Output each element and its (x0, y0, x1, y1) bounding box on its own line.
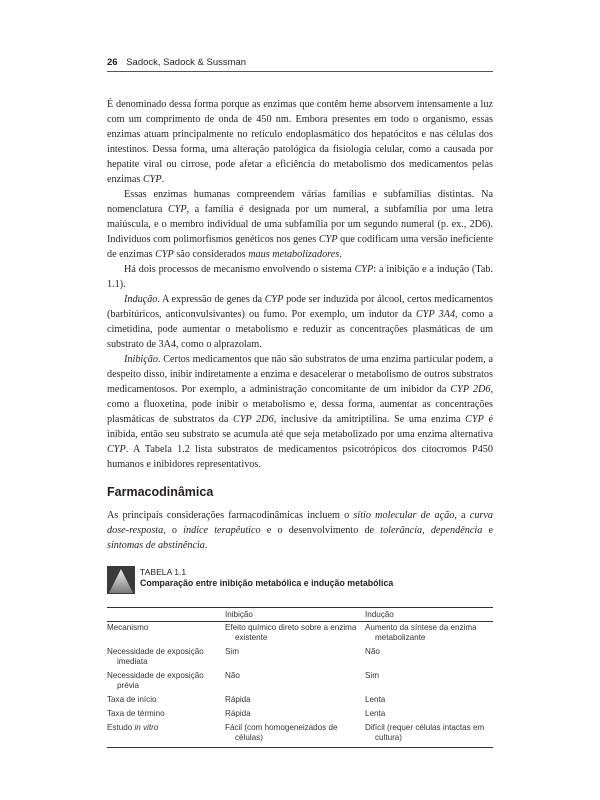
table-cell: Sim (225, 647, 239, 656)
table-row (107, 694, 493, 708)
column-header (107, 608, 225, 622)
table-cell: Rápida (225, 695, 251, 704)
table-row (107, 670, 493, 694)
table-cell: Efeito químico direto sobre a enzima existente (225, 623, 357, 642)
table-header-row (107, 608, 493, 622)
comparison-table (107, 607, 493, 748)
table-triangle-icon (107, 566, 135, 594)
table-row (107, 722, 493, 748)
table-cell: Difícil (requer células intactas em cultura) (365, 723, 485, 742)
table-cell: Sim (365, 671, 379, 680)
table-cell: Lenta (365, 709, 386, 718)
running-header (107, 57, 493, 68)
body-text (107, 97, 493, 472)
table-header (107, 566, 493, 596)
table-cell: Fácil (com homogeneizados de células) (225, 723, 338, 742)
paragraph: As principais considerações farmacodinâmicas incluem o sítio molecular de ação, a curva dose-resposta, o índice terapêutico e o desenvolvimento de tolerância, dependência e sintomas de abstinência. (107, 510, 493, 551)
table-cell: Aumento da síntese da enzima metabolizante (365, 623, 477, 642)
row-label: Necessidade de exposição prévia (107, 671, 204, 690)
column-header: Indução (365, 608, 493, 622)
table-cell: Não (225, 671, 240, 680)
header-rule (107, 71, 493, 72)
paragraph: Indução. A expressão de genes da CYP pode ser induzida por álcool, certos medicamentos (barbitúricos, anticonvulsivantes) ou fumo. Por exemplo, um indutor da CYP 3A4, como a cimetidina, pode aumentar o metabolismo e reduzir as concentrações plasmáticas de um substrato de 3A4, como o alprazolam. (107, 294, 493, 350)
row-label: Taxa de término (107, 709, 165, 718)
table-caption: Comparação entre inibição metabólica e indução metabólica (140, 578, 394, 588)
running-head-authors: Sadock, Sadock & Sussman (126, 57, 247, 68)
row-label: Necessidade de exposição imediata (107, 647, 204, 666)
row-label: Mecanismo (107, 623, 149, 632)
row-label: Estudo in vitro (107, 722, 225, 748)
paragraph: É denominado dessa forma porque as enzimas que contêm heme absorvem intensamente a luz com um comprimento de onda de 450 nm. Embora presentes em todo o organismo, essas enzimas atuam principalmente no retículo endoplasmático dos hepatócitos e nas células dos intestinos. Dessa forma, uma alteração patológica da fisiologia celular, como a causada por hepatite viral ou cirrose, pode afetar a eficiência do metabolismo dos medicamentos pelas enzimas CYP. (107, 99, 493, 185)
table-row (107, 708, 493, 722)
column-header: Inibição (225, 608, 365, 622)
table-cell: Lenta (365, 695, 386, 704)
table-label: TABELA 1.1 (140, 567, 187, 577)
paragraph: Essas enzimas humanas compreendem várias famílias e subfamílias distintas. Na nomenclatura CYP, a família é designada por um numeral, a subfamília por uma letra maiúscula, e o membro individual de uma subfamília por um segundo numeral (p. ex., 2D6). Indivíduos com polimorfismos genéticos nos genes CYP que codificam uma versão ineficiente de enzimas CYP são considerados maus metabolizadores. (107, 189, 493, 260)
paragraph: Há dois processos de mecanismo envolvendo o sistema CYP: a inibição e a indução (Tab. 1.1). (107, 264, 493, 290)
page-number: 26 (107, 57, 118, 68)
table-row (107, 646, 493, 670)
section-heading: Farmacodinâmica (107, 485, 214, 499)
table-cell: Rápida (225, 709, 251, 718)
row-label: Taxa de início (107, 695, 157, 704)
paragraph: Inibição. Certos medicamentos que não são substratos de uma enzima particular podem, a despeito disso, inibir indiretamente a enzima e desacelerar o metabolismo de outros substratos medicamentosos. Por exemplo, a administração concomitante de um inibidor da CYP 2D6, como a fluoxetina, pode inibir o metabolismo e, dessa forma, aumentar as concentrações plasmáticas de substratos da CYP 2D6, inclusive da amitriptilina. Se uma enzima CYP é inibida, então seu substrato se acumula até que seja metabolizado por uma enzima alternativa CYP. A Tabela 1.2 lista substratos de medicamentos psicotrópicos dos citocromos P450 humanos e inibidores representativos. (107, 354, 493, 470)
section-intro (107, 508, 493, 553)
table-row (107, 622, 493, 647)
table-cell: Não (365, 647, 380, 656)
